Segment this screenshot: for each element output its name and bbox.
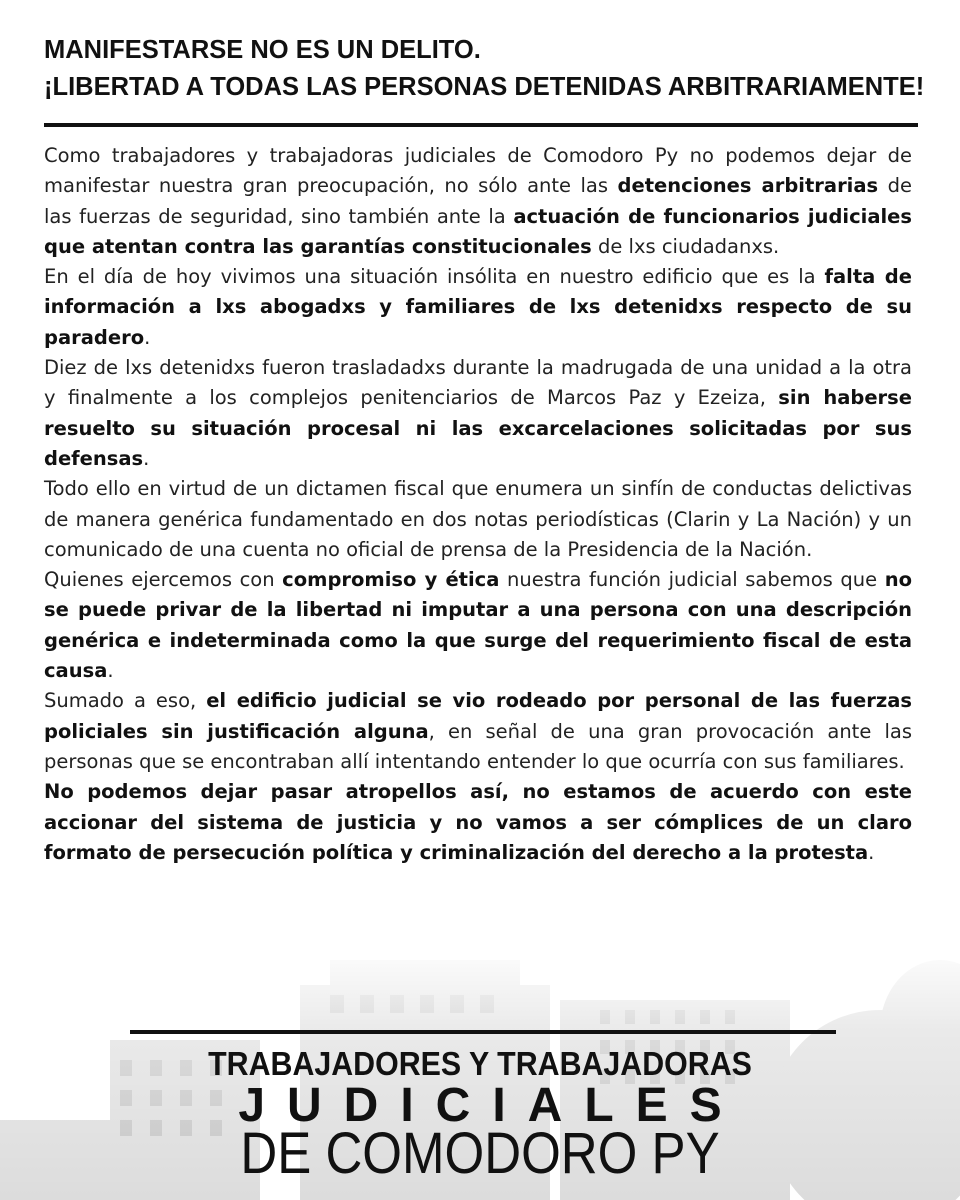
statement-paragraph (44, 262, 912, 353)
statement-paragraph (44, 777, 912, 868)
signature-line-1: TRABAJADORES Y TRABAJADORAS (208, 1045, 752, 1082)
emphasized-text: falta de información a lxs abogadxs y familiares de lxs detenidxs respecto de su paradero (44, 265, 912, 349)
paragraph-text: nuestra función judicial sabemos que (499, 568, 885, 592)
paragraph-text: Diez de lxs detenidxs fueron trasladadxs durante la madrugada de una unidad a la otra y finalmente a los complejos penitenciarios de Marcos Paz y Ezeiza, (44, 356, 912, 410)
paragraph-text: , en señal de una gran provocación ante las personas que se encontraban allí intentando entender lo que ocurría con sus familiares. (44, 719, 913, 773)
statement-paragraph (44, 474, 912, 565)
paragraph-text: de lxs ciudadanxs. (591, 234, 780, 258)
paragraph-text: Todo ello en virtud de un dictamen fiscal que enumera un sinfín de conductas delictivas de manera genérica fundamentado en dos notas periodísticas (Clarin y La Nación) y un comunicado de una cuenta no oficial de prensa de la Presidencia de la Nación. (44, 477, 912, 561)
paragraph-text: . (868, 840, 875, 864)
top-divider (44, 123, 918, 127)
emphasized-text: sin haberse resuelto su situación procesal ni las excarcelaciones solicitadas por sus defensas (44, 386, 912, 470)
paragraph-text: Quienes ejercemos con (44, 568, 283, 592)
headline-line-1: MANIFESTARSE NO ES UN DELITO. (44, 36, 481, 64)
emphasized-text: detenciones arbitrarias (617, 174, 879, 198)
statement-body (44, 141, 912, 868)
emphasized-text: No podemos dejar pasar atropellos así, no estamos de acuerdo con este accionar del sistema de justicia y no vamos a ser cómplices de un claro formato de persecución política y criminalización del derecho a la protesta (44, 780, 912, 864)
emphasized-text: el edificio judicial se vio rodeado por personal de las fuerzas policiales sin justificación alguna (44, 689, 912, 743)
paragraph-text: . (107, 659, 114, 683)
paragraph-text: . (144, 325, 151, 349)
signature-line-3: DE COMODORO PY (240, 1121, 720, 1186)
statement-paragraph (44, 141, 912, 262)
emphasized-text: compromiso y ética (282, 568, 500, 592)
paragraph-text: . (143, 446, 150, 470)
statement-paragraph (44, 353, 912, 474)
statement-paragraph (44, 565, 912, 686)
emphasized-text: no se puede privar de la libertad ni imputar a una persona con una descripción genérica e indeterminada como la que surge del requerimiento fiscal de esta causa (44, 568, 912, 683)
paragraph-text: Como trabajadores y trabajadoras judiciales de Comodoro Py no podemos dejar de manifestar nuestra gran preocupación, no sólo ante las (44, 144, 912, 198)
emphasized-text: actuación de funcionarios judiciales que atentan contra las garantías constitucionales (44, 204, 913, 258)
headline (44, 32, 924, 106)
paragraph-text: de las fuerzas de seguridad, sino también ante la (44, 174, 912, 228)
paragraph-text: Sumado a eso, (44, 689, 207, 713)
bottom-divider (130, 1030, 836, 1034)
statement-paragraph (44, 686, 912, 777)
headline-line-2: ¡LIBERTAD A TODAS LAS PERSONAS DETENIDAS ARBITRARIAMENTE! (44, 73, 925, 101)
signature-line-2: JUDICIALES (238, 1079, 744, 1132)
paragraph-text: En el día de hoy vivimos una situación insólita en nuestro edificio que es la (44, 265, 825, 289)
